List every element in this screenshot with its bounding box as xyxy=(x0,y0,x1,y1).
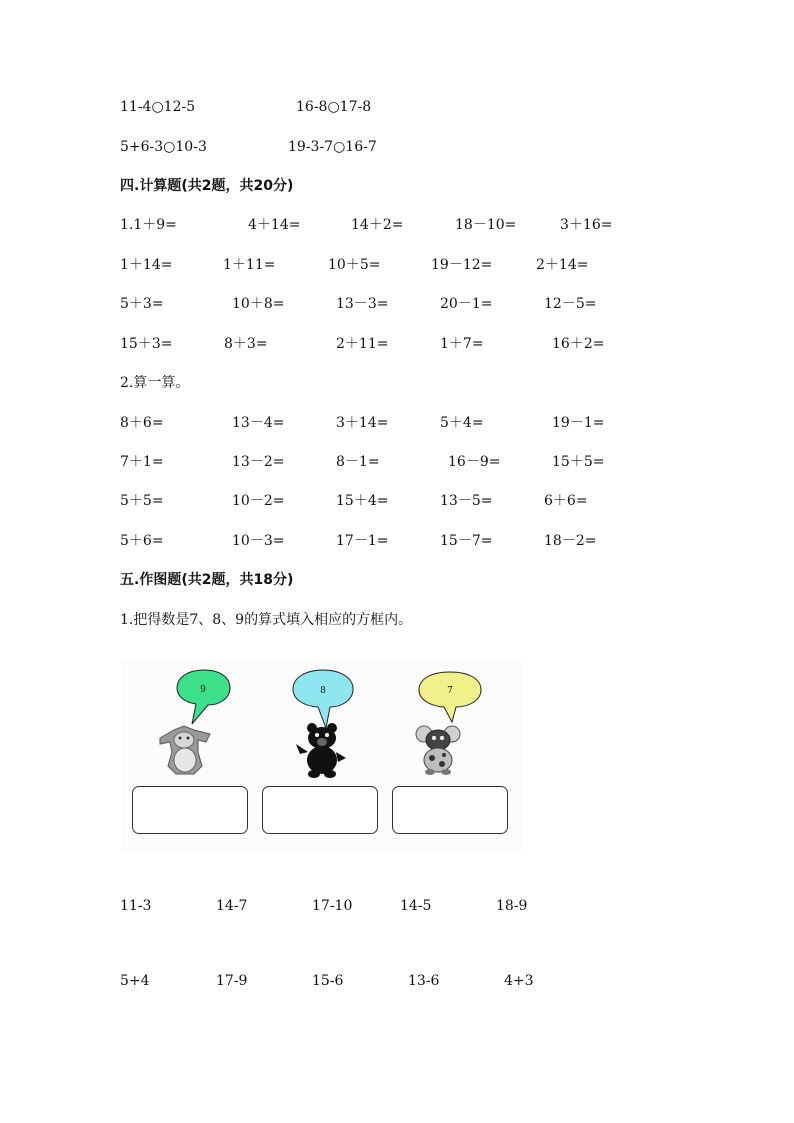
bubble-number: 7 xyxy=(447,686,453,696)
expression-item: 13-6 xyxy=(408,973,440,989)
calc-item: 1＋7= xyxy=(440,336,484,352)
calc-item: 15－7= xyxy=(440,533,493,549)
calc-item: 12－5= xyxy=(544,296,597,312)
calc-item: 10＋5= xyxy=(328,257,381,273)
expression-item: 15-6 xyxy=(312,973,344,989)
mouse-figure xyxy=(412,722,464,776)
calc-item: 10－3= xyxy=(232,533,285,549)
section-5-title: 五.作图题(共2题，共18分) xyxy=(120,572,294,588)
expression-item: 17-9 xyxy=(216,973,248,989)
expression-item: 17-10 xyxy=(312,898,353,914)
calc-item: 15＋4= xyxy=(336,493,389,509)
expression-item: 11-3 xyxy=(120,898,152,914)
calc-item: 19－12= xyxy=(431,257,493,273)
calc-item: 5＋5= xyxy=(120,493,164,509)
calc-item: 13－4= xyxy=(232,415,285,431)
calc-item: 13－5= xyxy=(440,493,493,509)
calc-item: 5＋3= xyxy=(120,296,164,312)
calc-item: 17－1= xyxy=(336,533,389,549)
bubble-number: 8 xyxy=(320,686,326,696)
calc-item: 5＋4= xyxy=(440,415,484,431)
speech-bubble-8 xyxy=(290,668,356,730)
section-5-q1-label: 1.把得数是7、8、9的算式填入相应的方框内。 xyxy=(120,612,413,628)
calc-item: 3＋14= xyxy=(336,415,389,431)
bear-figure xyxy=(290,722,352,780)
calc-item: 1＋11= xyxy=(223,257,276,273)
calc-item: 19－1= xyxy=(552,415,605,431)
calc-item: 15＋5= xyxy=(552,454,605,470)
calc-item: 3＋16= xyxy=(560,217,613,233)
animals-picture xyxy=(122,662,522,852)
speech-bubble-7 xyxy=(416,670,484,724)
compare-item: 11-4○12-5 xyxy=(120,99,196,115)
calc-item: 4＋14= xyxy=(248,217,301,233)
calc-item: 20－1= xyxy=(440,296,493,312)
section-4-title: 四.计算题(共2题，共20分) xyxy=(120,178,294,194)
compare-item: 16-8○17-8 xyxy=(296,99,372,115)
q2-label: 2.算一算。 xyxy=(120,375,190,391)
calc-item: 8＋6= xyxy=(120,415,164,431)
calc-item: 10＋8= xyxy=(232,296,285,312)
calc-item: 15＋3= xyxy=(120,336,173,352)
calc-item: 18－2= xyxy=(544,533,597,549)
calc-item: 1.1＋9= xyxy=(120,217,177,233)
calc-item: 10－2= xyxy=(232,493,285,509)
calc-item: 2＋14= xyxy=(536,257,589,273)
expression-item: 5+4 xyxy=(120,973,150,989)
speech-bubble-9 xyxy=(174,668,234,728)
cat-figure xyxy=(154,722,218,778)
calc-item: 18－10= xyxy=(455,217,517,233)
calc-item: 6＋6= xyxy=(544,493,588,509)
expression-item: 18-9 xyxy=(496,898,528,914)
answer-box-8[interactable] xyxy=(262,786,378,834)
calc-item: 5＋6= xyxy=(120,533,164,549)
calc-item: 7＋1= xyxy=(120,454,164,470)
expression-item: 4+3 xyxy=(504,973,534,989)
calc-item: 8＋3= xyxy=(224,336,268,352)
calc-item: 13－2= xyxy=(232,454,285,470)
compare-item: 5+6-3○10-3 xyxy=(120,139,207,155)
calc-item: 2＋11= xyxy=(336,336,389,352)
expression-item: 14-5 xyxy=(400,898,432,914)
calc-item: 16－9= xyxy=(448,454,501,470)
answer-box-7[interactable] xyxy=(392,786,508,834)
calc-item: 1＋14= xyxy=(120,257,173,273)
expression-item: 14-7 xyxy=(216,898,248,914)
calc-item: 16＋2= xyxy=(552,336,605,352)
compare-item: 19-3-7○16-7 xyxy=(288,139,377,155)
calc-item: 14＋2= xyxy=(351,217,404,233)
calc-item: 13－3= xyxy=(336,296,389,312)
calc-item: 8－1= xyxy=(336,454,380,470)
bubble-number: 9 xyxy=(200,685,206,695)
answer-box-9[interactable] xyxy=(132,786,248,834)
